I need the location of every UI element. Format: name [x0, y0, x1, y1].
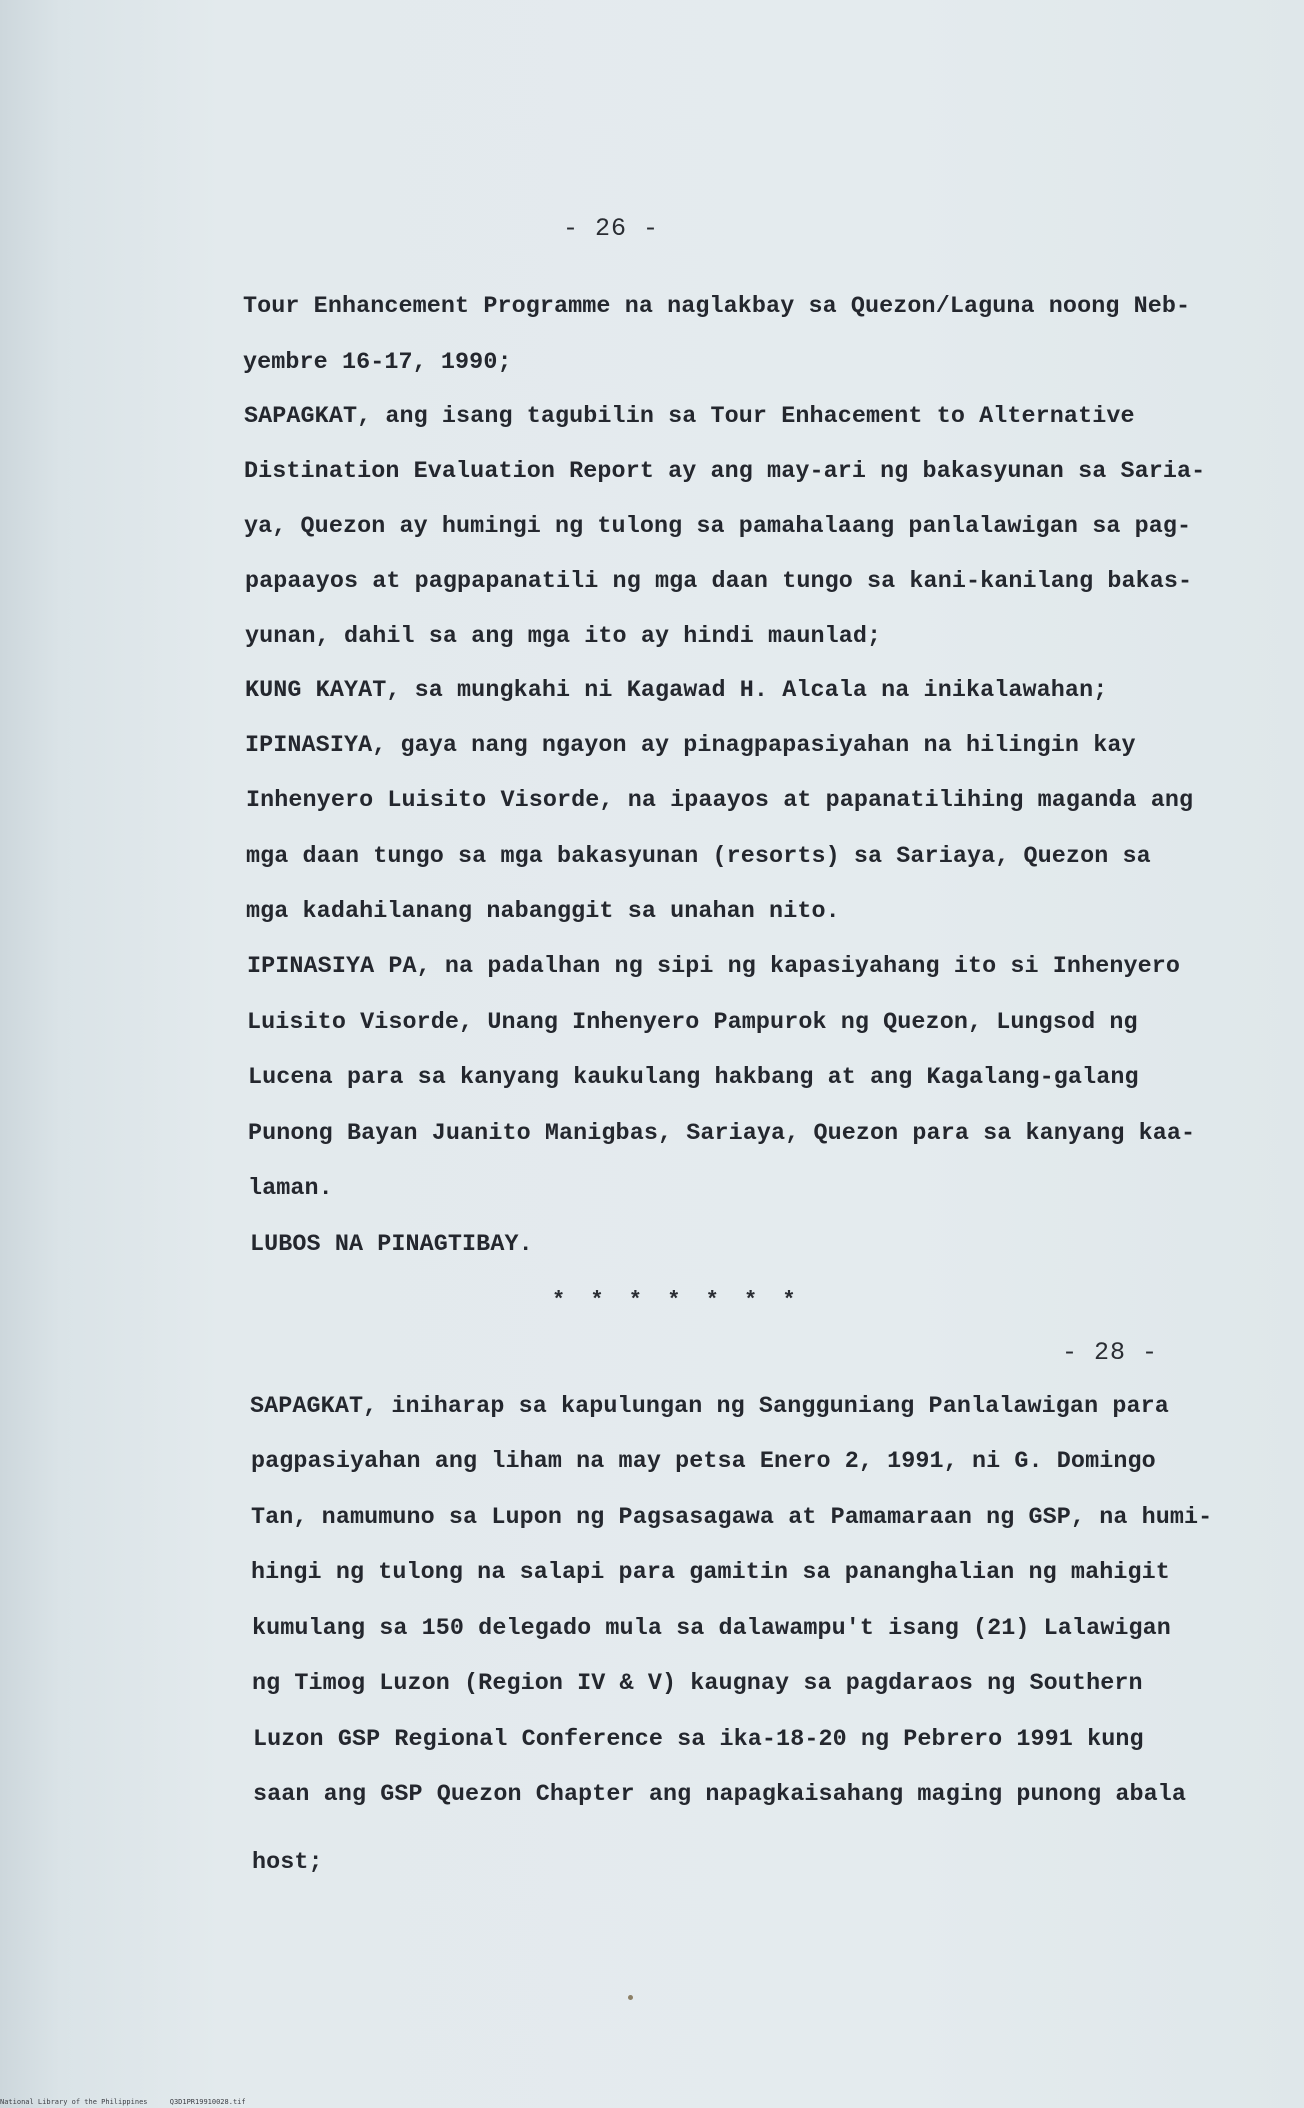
resolution-26-line: Lucena para sa kanyang kaukulang hakbang at ang Kagalang-galang [248, 1065, 1139, 1091]
scan-footer [0, 2098, 264, 2106]
resolution-26-line: Luisito Visorde, Unang Inhenyero Pampurok ng Quezon, Lungsod ng [247, 1010, 1138, 1036]
resolution-28-line: kumulang sa 150 delegado mula sa dalawampu't isang (21) Lalawigan [252, 1616, 1171, 1642]
resolution-26-line: Tour Enhancement Programme na naglakbay sa Quezon/Laguna noong Neb- [243, 294, 1191, 320]
resolution-26-line: IPINASIYA, gaya nang ngayon ay pinagpapasiyahan na hilingin kay [245, 733, 1136, 759]
resolution-26-line: KUNG KAYAT, sa mungkahi ni Kagawad H. Alcala na inikalawahan; [245, 678, 1108, 704]
resolution-26-line: yembre 16-17, 1990; [243, 350, 512, 376]
resolution-26-line: mga kadahilanang nabanggit sa unahan nito. [246, 899, 840, 925]
page-number-28: - 28 - [1062, 1338, 1159, 1367]
resolution-28-line: Luzon GSP Regional Conference sa ika-18-20 ng Pebrero 1991 kung [253, 1727, 1144, 1753]
resolution-26-line: papaayos at pagpapanatili ng mga daan tungo sa kani-kanilang bakas- [245, 569, 1193, 595]
resolution-28-line: Tan, namumuno sa Lupon ng Pagsasagawa at Pamamaraan ng GSP, na humi- [251, 1505, 1213, 1531]
scan-speck [628, 1995, 633, 2000]
resolution-26-line: IPINASIYA PA, na padalhan ng sipi ng kapasiyahang ito si Inhenyero [247, 954, 1181, 980]
resolution-28-line: pagpasiyahan ang liham na may petsa Enero 2, 1991, ni G. Domingo [251, 1449, 1156, 1475]
resolution-28-line: host; [252, 1850, 323, 1876]
resolution-26-line: LUBOS NA PINAGTIBAY. [250, 1232, 533, 1258]
resolution-28-line: ng Timog Luzon (Region IV & V) kaugnay sa pagdaraos ng Southern [252, 1671, 1143, 1697]
resolution-28-line: saan ang GSP Quezon Chapter ang napagkaisahang maging punong abala [253, 1782, 1187, 1808]
resolution-26-line: Distination Evaluation Report ay ang may-ari ng bakasyunan sa Saria- [244, 459, 1206, 485]
resolution-26-line: mga daan tungo sa mga bakasyunan (resorts) sa Sariaya, Quezon sa [246, 844, 1151, 870]
separator-asterisks: * * * * * * * [552, 1288, 802, 1313]
resolution-26-line: Punong Bayan Juanito Manigbas, Sariaya, Quezon para sa kanyang kaa- [248, 1121, 1196, 1147]
resolution-28-line: hingi ng tulong na salapi para gamitin sa pananghalian ng mahigit [251, 1560, 1170, 1586]
resolution-26-line: ya, Quezon ay humingi ng tulong sa pamahalaang panlalawigan sa pag- [244, 514, 1192, 540]
resolution-26-line: Inhenyero Luisito Visorde, na ipaayos at papanatilihing maganda ang [246, 788, 1194, 814]
resolution-26-line: laman. [248, 1176, 333, 1202]
resolution-26-line: SAPAGKAT, ang isang tagubilin sa Tour Enhacement to Alternative [244, 404, 1135, 430]
page-number-top: - 26 - [563, 214, 660, 243]
footer-library: National Library of the Philippines [0, 2098, 148, 2106]
resolution-28-line: SAPAGKAT, iniharap sa kapulungan ng Sangguniang Panlalawigan para [250, 1394, 1169, 1420]
resolution-26-line: yunan, dahil sa ang mga ito ay hindi maunlad; [245, 624, 882, 650]
footer-file-id: Q3D1PR19910028.tif [169, 2098, 246, 2106]
